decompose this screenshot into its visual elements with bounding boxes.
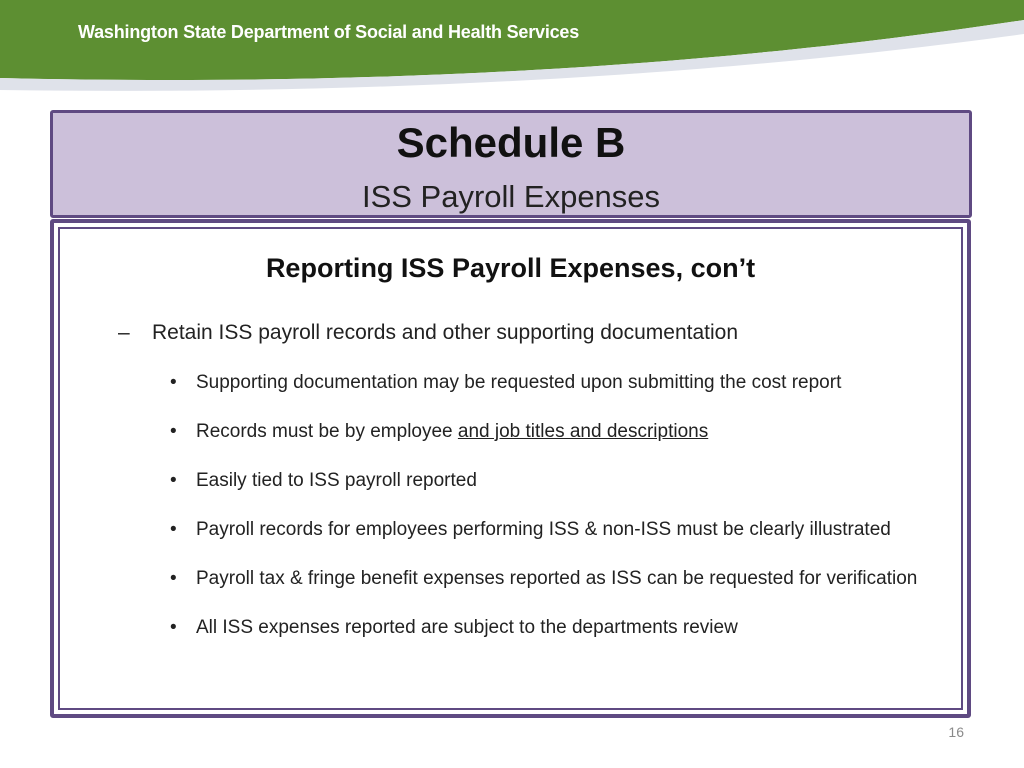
bullet-marker: • (170, 470, 177, 491)
bullet-marker: • (170, 519, 177, 540)
title-box (50, 110, 972, 218)
bullet-item (170, 614, 970, 641)
content-frame (50, 219, 971, 718)
header-banner (0, 0, 1024, 92)
bullet-item (170, 369, 970, 396)
dash-marker: – (118, 321, 130, 344)
bullet-marker: • (170, 372, 177, 393)
page-subtitle: ISS Payroll Expenses (361, 179, 661, 214)
bullet-text: Records must be by employee (196, 421, 458, 442)
bullet-marker: • (170, 617, 177, 638)
banner-swoosh-graphic (0, 0, 1024, 92)
bullet-text: Payroll tax & fringe benefit expenses reported as ISS can be requested for verification (196, 568, 918, 589)
agency-name: Washington State Department of Social and Health Services (78, 22, 580, 42)
bullet-item (170, 418, 970, 445)
section-heading: Reporting ISS Payroll Expenses, con’t (265, 253, 756, 283)
bullet-underlined-text: and job titles and descriptions (457, 421, 709, 442)
bullet-text: All ISS expenses reported are subject to the departments review (196, 617, 738, 638)
page-number: 16 (948, 724, 964, 740)
bullet-text: Easily tied to ISS payroll reported (196, 470, 477, 491)
bullet-item (170, 516, 970, 543)
bullet-item (170, 467, 970, 494)
bullet-marker: • (170, 421, 177, 442)
dash-item-text: Retain ISS payroll records and other supporting documentation (152, 321, 739, 344)
bullet-item (170, 565, 970, 592)
bullet-text: Payroll records for employees performing ISS & non-ISS must be clearly illustrated (196, 519, 891, 540)
page-title: Schedule B (396, 119, 626, 166)
bullet-marker: • (170, 568, 177, 589)
content-inner-frame (58, 227, 963, 710)
bullet-list (170, 369, 970, 663)
dash-item (118, 321, 738, 345)
bullet-text: Supporting documentation may be requested upon submitting the cost report (196, 372, 842, 393)
